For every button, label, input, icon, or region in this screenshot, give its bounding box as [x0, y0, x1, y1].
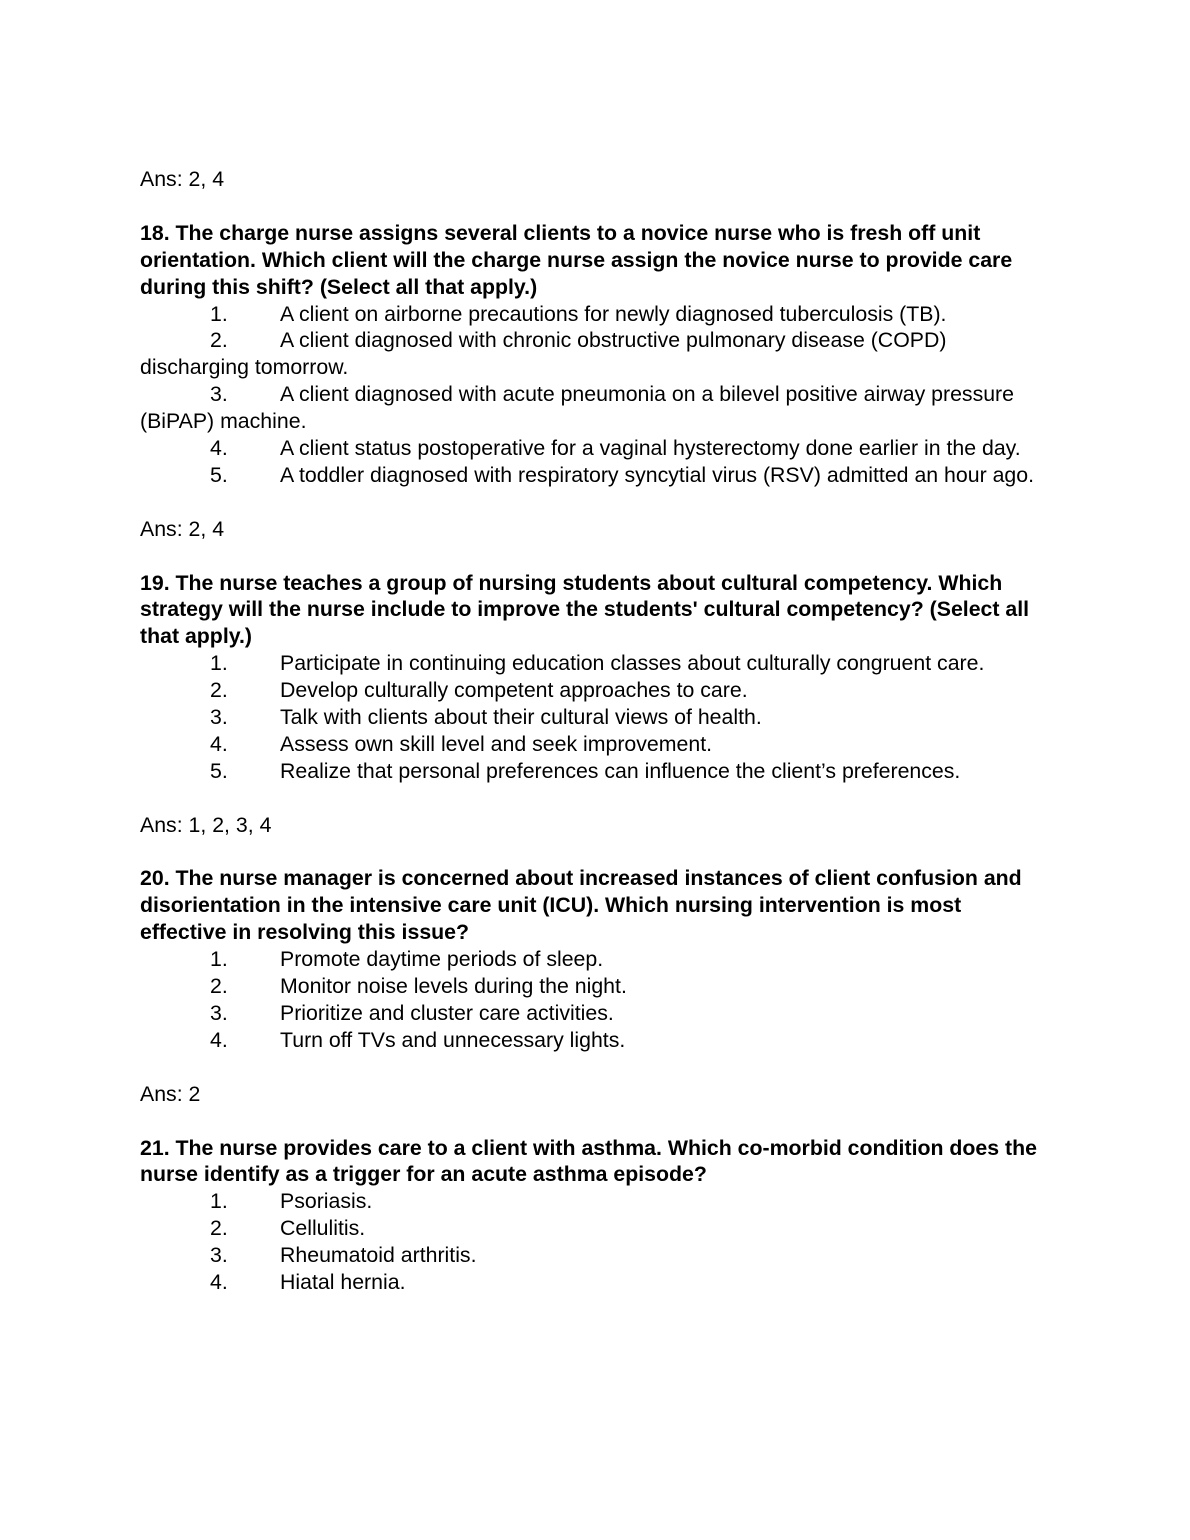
question-stem: 19. The nurse teaches a group of nursing students about cultural competency. Which strategy will the nurse include to improve the students' cultural competency? (Select all that apply.) [140, 570, 1030, 649]
option-item [140, 973, 1050, 1000]
option-number: 3. [210, 1243, 228, 1268]
option-item [140, 1188, 1050, 1215]
option-item [140, 381, 1050, 435]
option-item [140, 650, 1050, 677]
option-item [140, 731, 1050, 758]
option-number: 2. [210, 678, 228, 703]
option-text: Assess own skill level and seek improvement. [280, 731, 713, 756]
question-stem: 21. The nurse provides care to a client with asthma. Which co-morbid condition does the nurse identify as a trigger for an acute asthma episode? [140, 1135, 1037, 1187]
question-20 [140, 865, 1050, 1134]
option-text: Promote daytime periods of sleep. [280, 947, 604, 972]
answer-q17: Ans: 2, 4 [140, 167, 225, 191]
question-18 [140, 220, 1050, 570]
option-text: Cellulitis. [280, 1216, 366, 1241]
option-number: 4. [210, 1027, 228, 1052]
option-item [140, 435, 1050, 462]
option-text: Rheumatoid arthritis. [280, 1243, 477, 1268]
answer-key: Ans: 2 [140, 1081, 201, 1106]
option-text: Talk with clients about their cultural views of health. [280, 705, 762, 730]
option-text: Develop culturally competent approaches to care. [280, 678, 748, 703]
option-number: 3. [210, 705, 228, 730]
option-text: A client diagnosed with acute pneumonia on a bilevel positive airway pressure (BiPAP) machine. [140, 382, 1014, 434]
option-text: Psoriasis. [280, 1189, 373, 1214]
option-text: Hiatal hernia. [280, 1270, 406, 1295]
question-21 [140, 1135, 1050, 1296]
option-number: 4. [210, 436, 228, 461]
question-19 [140, 570, 1050, 866]
option-number: 1. [210, 1189, 228, 1214]
spacer [140, 839, 1050, 866]
option-item [140, 758, 1050, 785]
option-text: A client status postoperative for a vaginal hysterectomy done earlier in the day. [280, 436, 1021, 461]
option-item [140, 677, 1050, 704]
option-text: Monitor noise levels during the night. [280, 974, 627, 999]
option-item [140, 1027, 1050, 1054]
option-item [140, 1215, 1050, 1242]
option-item [140, 1269, 1050, 1296]
spacer [140, 193, 1050, 220]
option-number: 3. [210, 382, 228, 407]
option-text: A client on airborne precautions for newly diagnosed tuberculosis (TB). [280, 301, 947, 326]
option-number: 5. [210, 462, 228, 487]
option-item [140, 704, 1050, 731]
option-text: A client diagnosed with chronic obstructive pulmonary disease (COPD) discharging tomorrow. [140, 328, 947, 380]
spacer [140, 1108, 1050, 1135]
answer-key: Ans: 2, 4 [140, 516, 225, 541]
option-text: Realize that personal preferences can influence the client’s preferences. [280, 758, 961, 783]
option-number: 4. [210, 1270, 228, 1295]
option-item [140, 1242, 1050, 1269]
option-number: 2. [210, 328, 228, 353]
option-text: Turn off TVs and unnecessary lights. [280, 1027, 626, 1052]
option-number: 1. [210, 947, 228, 972]
option-number: 2. [210, 974, 228, 999]
option-item [140, 946, 1050, 973]
option-number: 4. [210, 731, 228, 756]
option-number: 1. [210, 301, 228, 326]
option-text: A toddler diagnosed with respiratory syncytial virus (RSV) admitted an hour ago. [280, 462, 1035, 487]
option-item [140, 462, 1050, 489]
option-number: 5. [210, 758, 228, 783]
option-text: Prioritize and cluster care activities. [280, 1001, 614, 1026]
spacer [140, 543, 1050, 570]
option-item [140, 1000, 1050, 1027]
question-stem: 18. The charge nurse assigns several clients to a novice nurse who is fresh off unit orientation. Which client will the charge nurse assign the novice nurse to provide care during this shift? (Select all that apply.) [140, 220, 1013, 299]
option-text: Participate in continuing education classes about culturally congruent care. [280, 651, 985, 676]
spacer [140, 1054, 1050, 1081]
question-stem: 20. The nurse manager is concerned about increased instances of client confusion and disorientation in the intensive care unit (ICU). Which nursing intervention is most effective in resolving this issue? [140, 866, 1022, 945]
option-number: 1. [210, 651, 228, 676]
spacer [140, 785, 1050, 812]
option-item [140, 301, 1050, 328]
option-item [140, 327, 1050, 381]
document-page [140, 166, 1050, 1296]
option-number: 2. [210, 1216, 228, 1241]
spacer [140, 489, 1050, 516]
option-number: 3. [210, 1001, 228, 1026]
answer-key: Ans: 1, 2, 3, 4 [140, 812, 272, 837]
